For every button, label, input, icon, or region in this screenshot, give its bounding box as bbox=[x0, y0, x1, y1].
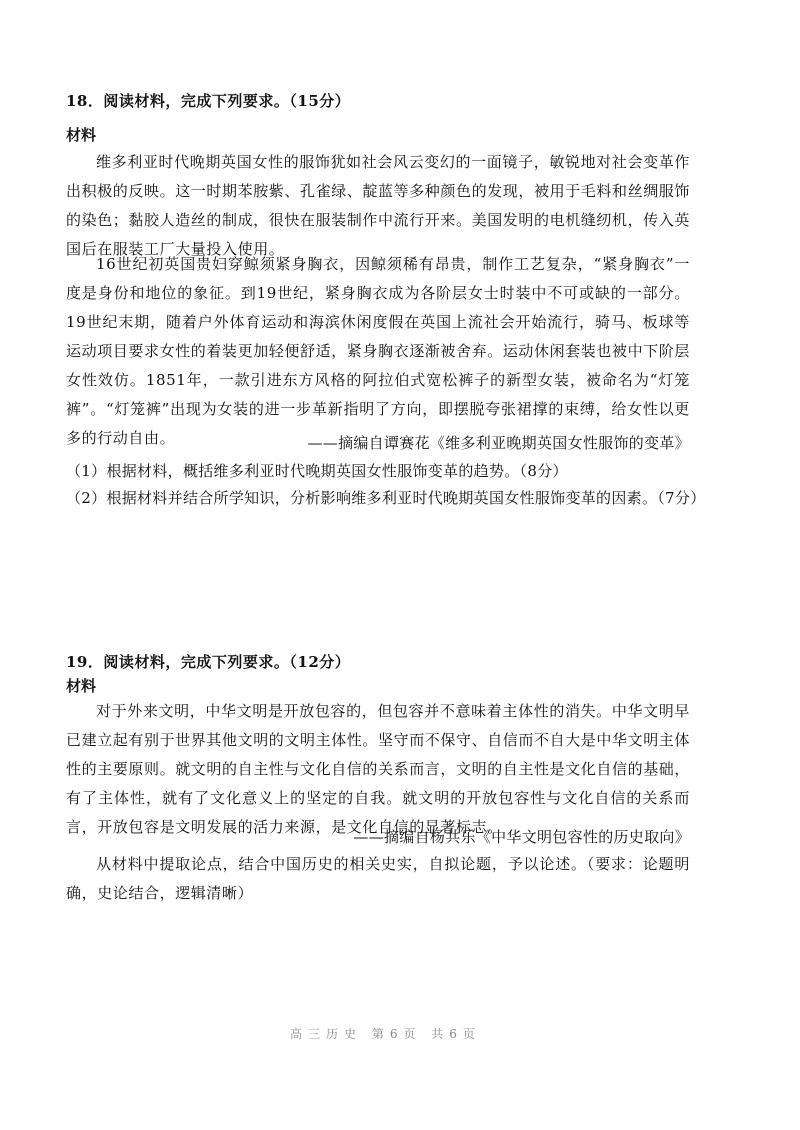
question-18-title: 18．阅读材料，完成下列要求。（15分） bbox=[66, 92, 351, 110]
page-footer: 高三历史 第6页 共6页 bbox=[290, 1027, 481, 1041]
question-18-subquestion-2: （2）根据材料并结合所学知识，分析影响维多利亚时代晚期英国女性服饰变革的因素。（7分） bbox=[66, 489, 706, 507]
question-19-material-label: 材料 bbox=[66, 677, 97, 695]
question-19-task: 从材料中提取论点，结合中国历史的相关史实，自拟论题，予以论述。（要求：论题明确，史论结合，逻辑清晰） bbox=[66, 855, 690, 902]
question-18-material-paragraph-2: 16世纪初英国贵妇穿鲸须紧身胸衣，因鲸须稀有昂贵，制作工艺复杂，“紧身胸衣”一度是身份和地位的象征。到19世纪，紧身胸衣成为各阶层女士时装中不可或缺的一部分。19世纪末期，随着户外体育运动和海滨休闲度假在英国上流社会开始流行，骑马、板球等运动项目要求女性的着装更加轻便舒适，紧身胸衣逐渐被舍弃。运动休闲套装也被中下阶层女性效仿。1851年，一款引进东方风格的阿拉伯式宽松裤子的新型女装，被命名为“灯笼裤”。“灯笼裤”出现为女装的进一步革新指明了方向，即摆脱夸张裙撑的束缚，给女性以更多的行动自由。 bbox=[66, 255, 691, 447]
question-19-material-paragraph: 对于外来文明，中华文明是开放包容的，但包容并不意味着主体性的消失。中华文明早已建立起有别于世界其他文明的文明主体性。坚守而不保守、自信而不自大是中华文明主体性的主要原则。就文明的自主性与文化自信的关系而言，文明的自主性是文化自信的基础，有了主体性，就有了文化意义上的坚定的自我。就文明的开放包容性与文化自信的关系而言，开放包容是文明发展的活力来源，是文化自信的显著标志。 bbox=[66, 702, 691, 836]
question-18-source: ——摘编自谭赛花《维多利亚晚期英国女性服饰的变革》 bbox=[307, 434, 690, 452]
question-18-subquestion-1: （1）根据材料，概括维多利亚时代晚期英国女性服饰变革的趋势。（8分） bbox=[66, 462, 568, 480]
question-18-material-paragraph-1: 维多利亚时代晚期英国女性的服饰犹如社会风云变幻的一面镜子，敏锐地对社会变革作出积极的反映。这一时期苯胺紫、孔雀绿、靛蓝等多种颜色的发现，被用于毛料和丝绸服饰的染色；黏胶人造丝的制成，很快在服装制作中流行开来。美国发明的电机缝纫机，传入英国后在服装工厂大量投入使用。 bbox=[66, 153, 691, 258]
question-18-material-label: 材料 bbox=[66, 126, 97, 144]
question-19-title: 19．阅读材料，完成下列要求。（12分） bbox=[66, 653, 351, 671]
question-19-source: ——摘编自杨共乐《中华文明包容性的历史取向》 bbox=[353, 828, 690, 846]
